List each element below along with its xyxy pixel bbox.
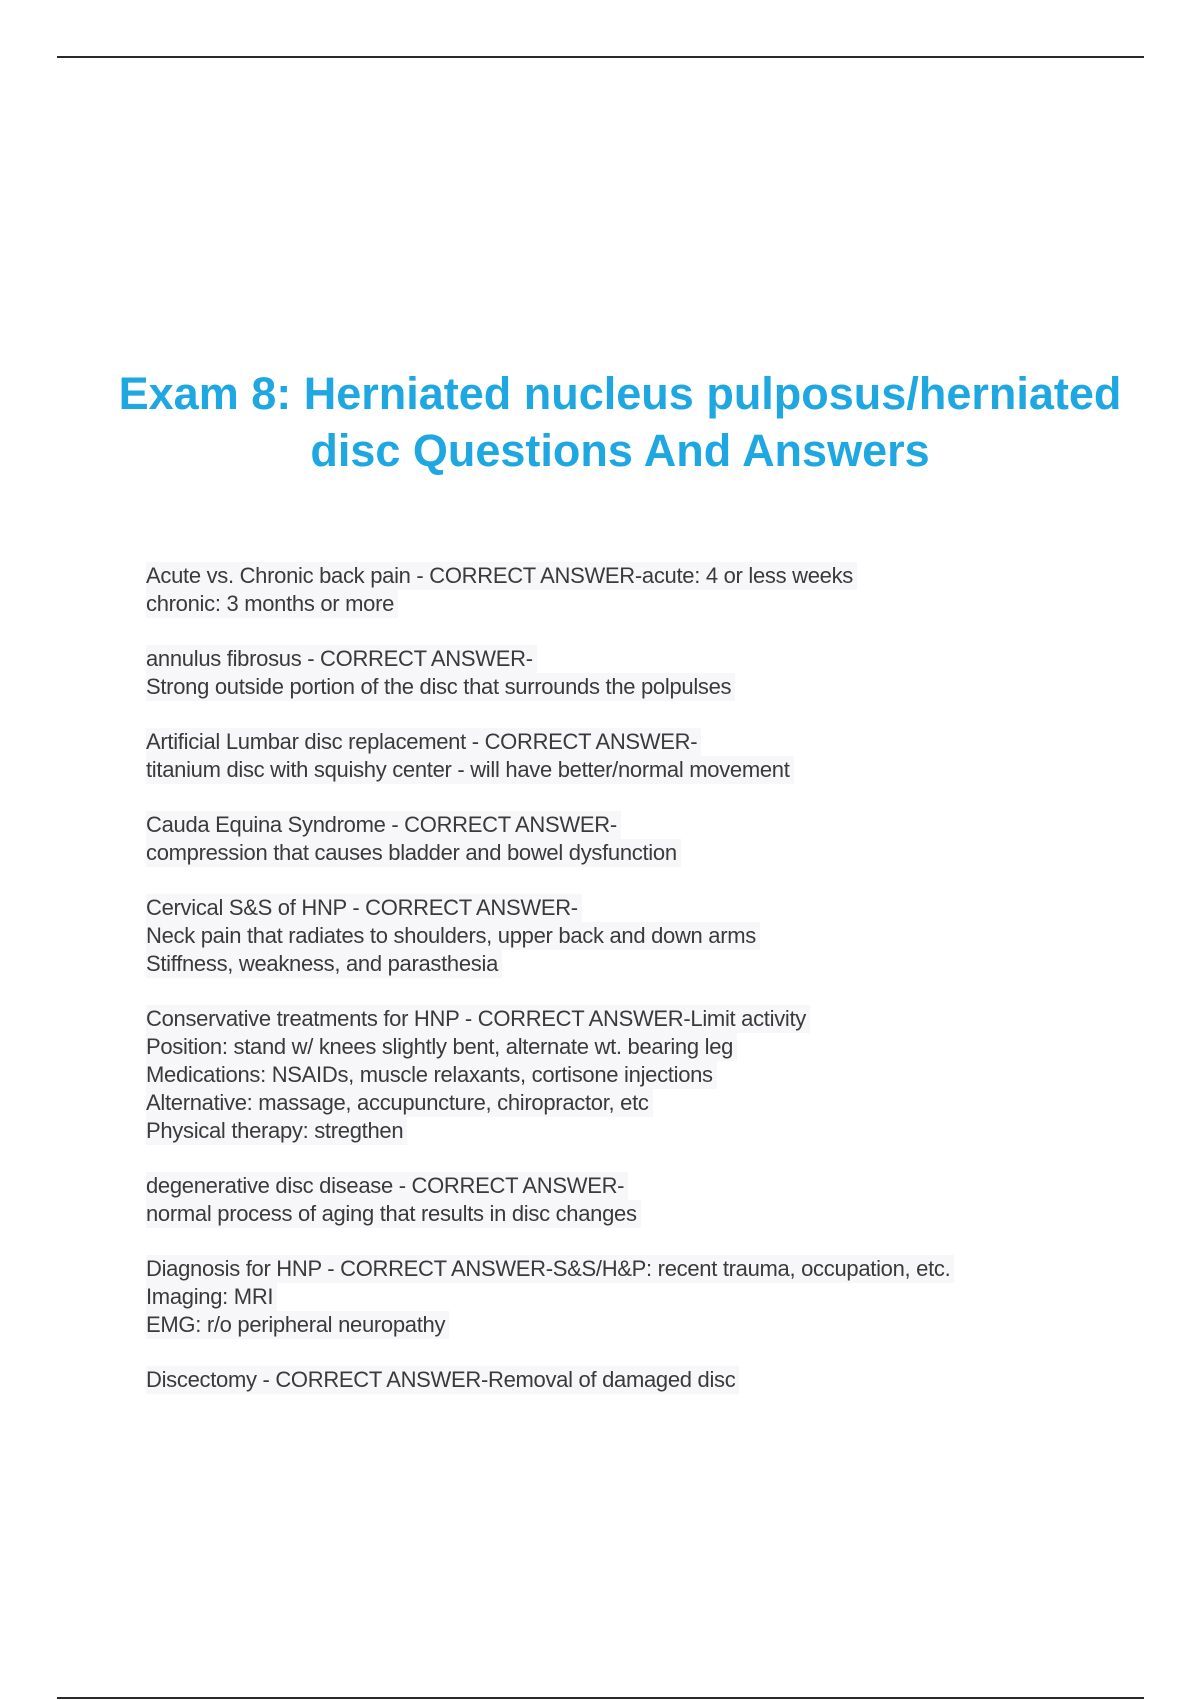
- top-rule: [57, 56, 1144, 58]
- qa-line: Conservative treatments for HNP - CORRECT ANSWER-Limit activity: [146, 1005, 810, 1033]
- qa-line: degenerative disc disease - CORRECT ANSWER-: [146, 1172, 628, 1200]
- qa-line: Strong outside portion of the disc that surrounds the polpulses: [146, 673, 735, 701]
- qa-item: [146, 562, 1106, 618]
- qa-line: Diagnosis for HNP - CORRECT ANSWER-S&S/H&P: recent trauma, occupation, etc.: [146, 1255, 954, 1283]
- qa-item: [146, 811, 1106, 867]
- qa-line: Medications: NSAIDs, muscle relaxants, cortisone injections: [146, 1061, 717, 1089]
- qa-list: [146, 562, 1106, 1421]
- qa-line: normal process of aging that results in disc changes: [146, 1200, 641, 1228]
- qa-line: Position: stand w/ knees slightly bent, alternate wt. bearing leg: [146, 1033, 737, 1061]
- qa-line: Cauda Equina Syndrome - CORRECT ANSWER-: [146, 811, 621, 839]
- qa-line: Stiffness, weakness, and parasthesia: [146, 950, 502, 978]
- qa-item: [146, 1366, 1106, 1394]
- qa-line: compression that causes bladder and bowel dysfunction: [146, 839, 681, 867]
- qa-line: Discectomy - CORRECT ANSWER-Removal of damaged disc: [146, 1366, 739, 1394]
- qa-item: [146, 1255, 1106, 1339]
- qa-line: EMG: r/o peripheral neuropathy: [146, 1311, 449, 1339]
- qa-line: titanium disc with squishy center - will have better/normal movement: [146, 756, 794, 784]
- qa-line: Acute vs. Chronic back pain - CORRECT ANSWER-acute: 4 or less weeks: [146, 562, 857, 590]
- qa-item: [146, 1172, 1106, 1228]
- qa-item: [146, 645, 1106, 701]
- qa-line: Cervical S&S of HNP - CORRECT ANSWER-: [146, 894, 582, 922]
- qa-line: Neck pain that radiates to shoulders, upper back and down arms: [146, 922, 760, 950]
- document-title: Exam 8: Herniated nucleus pulposus/herniated disc Questions And Answers: [118, 368, 1122, 476]
- qa-line: Alternative: massage, accupuncture, chiropractor, etc: [146, 1089, 653, 1117]
- qa-line: annulus fibrosus - CORRECT ANSWER-: [146, 645, 537, 673]
- qa-item: [146, 1005, 1106, 1145]
- qa-line: Artificial Lumbar disc replacement - CORRECT ANSWER-: [146, 728, 701, 756]
- qa-line: Imaging: MRI: [146, 1283, 277, 1311]
- qa-item: [146, 728, 1106, 784]
- qa-line: Physical therapy: stregthen: [146, 1117, 407, 1145]
- qa-line: chronic: 3 months or more: [146, 590, 398, 618]
- bottom-rule: [57, 1697, 1144, 1699]
- qa-item: [146, 894, 1106, 978]
